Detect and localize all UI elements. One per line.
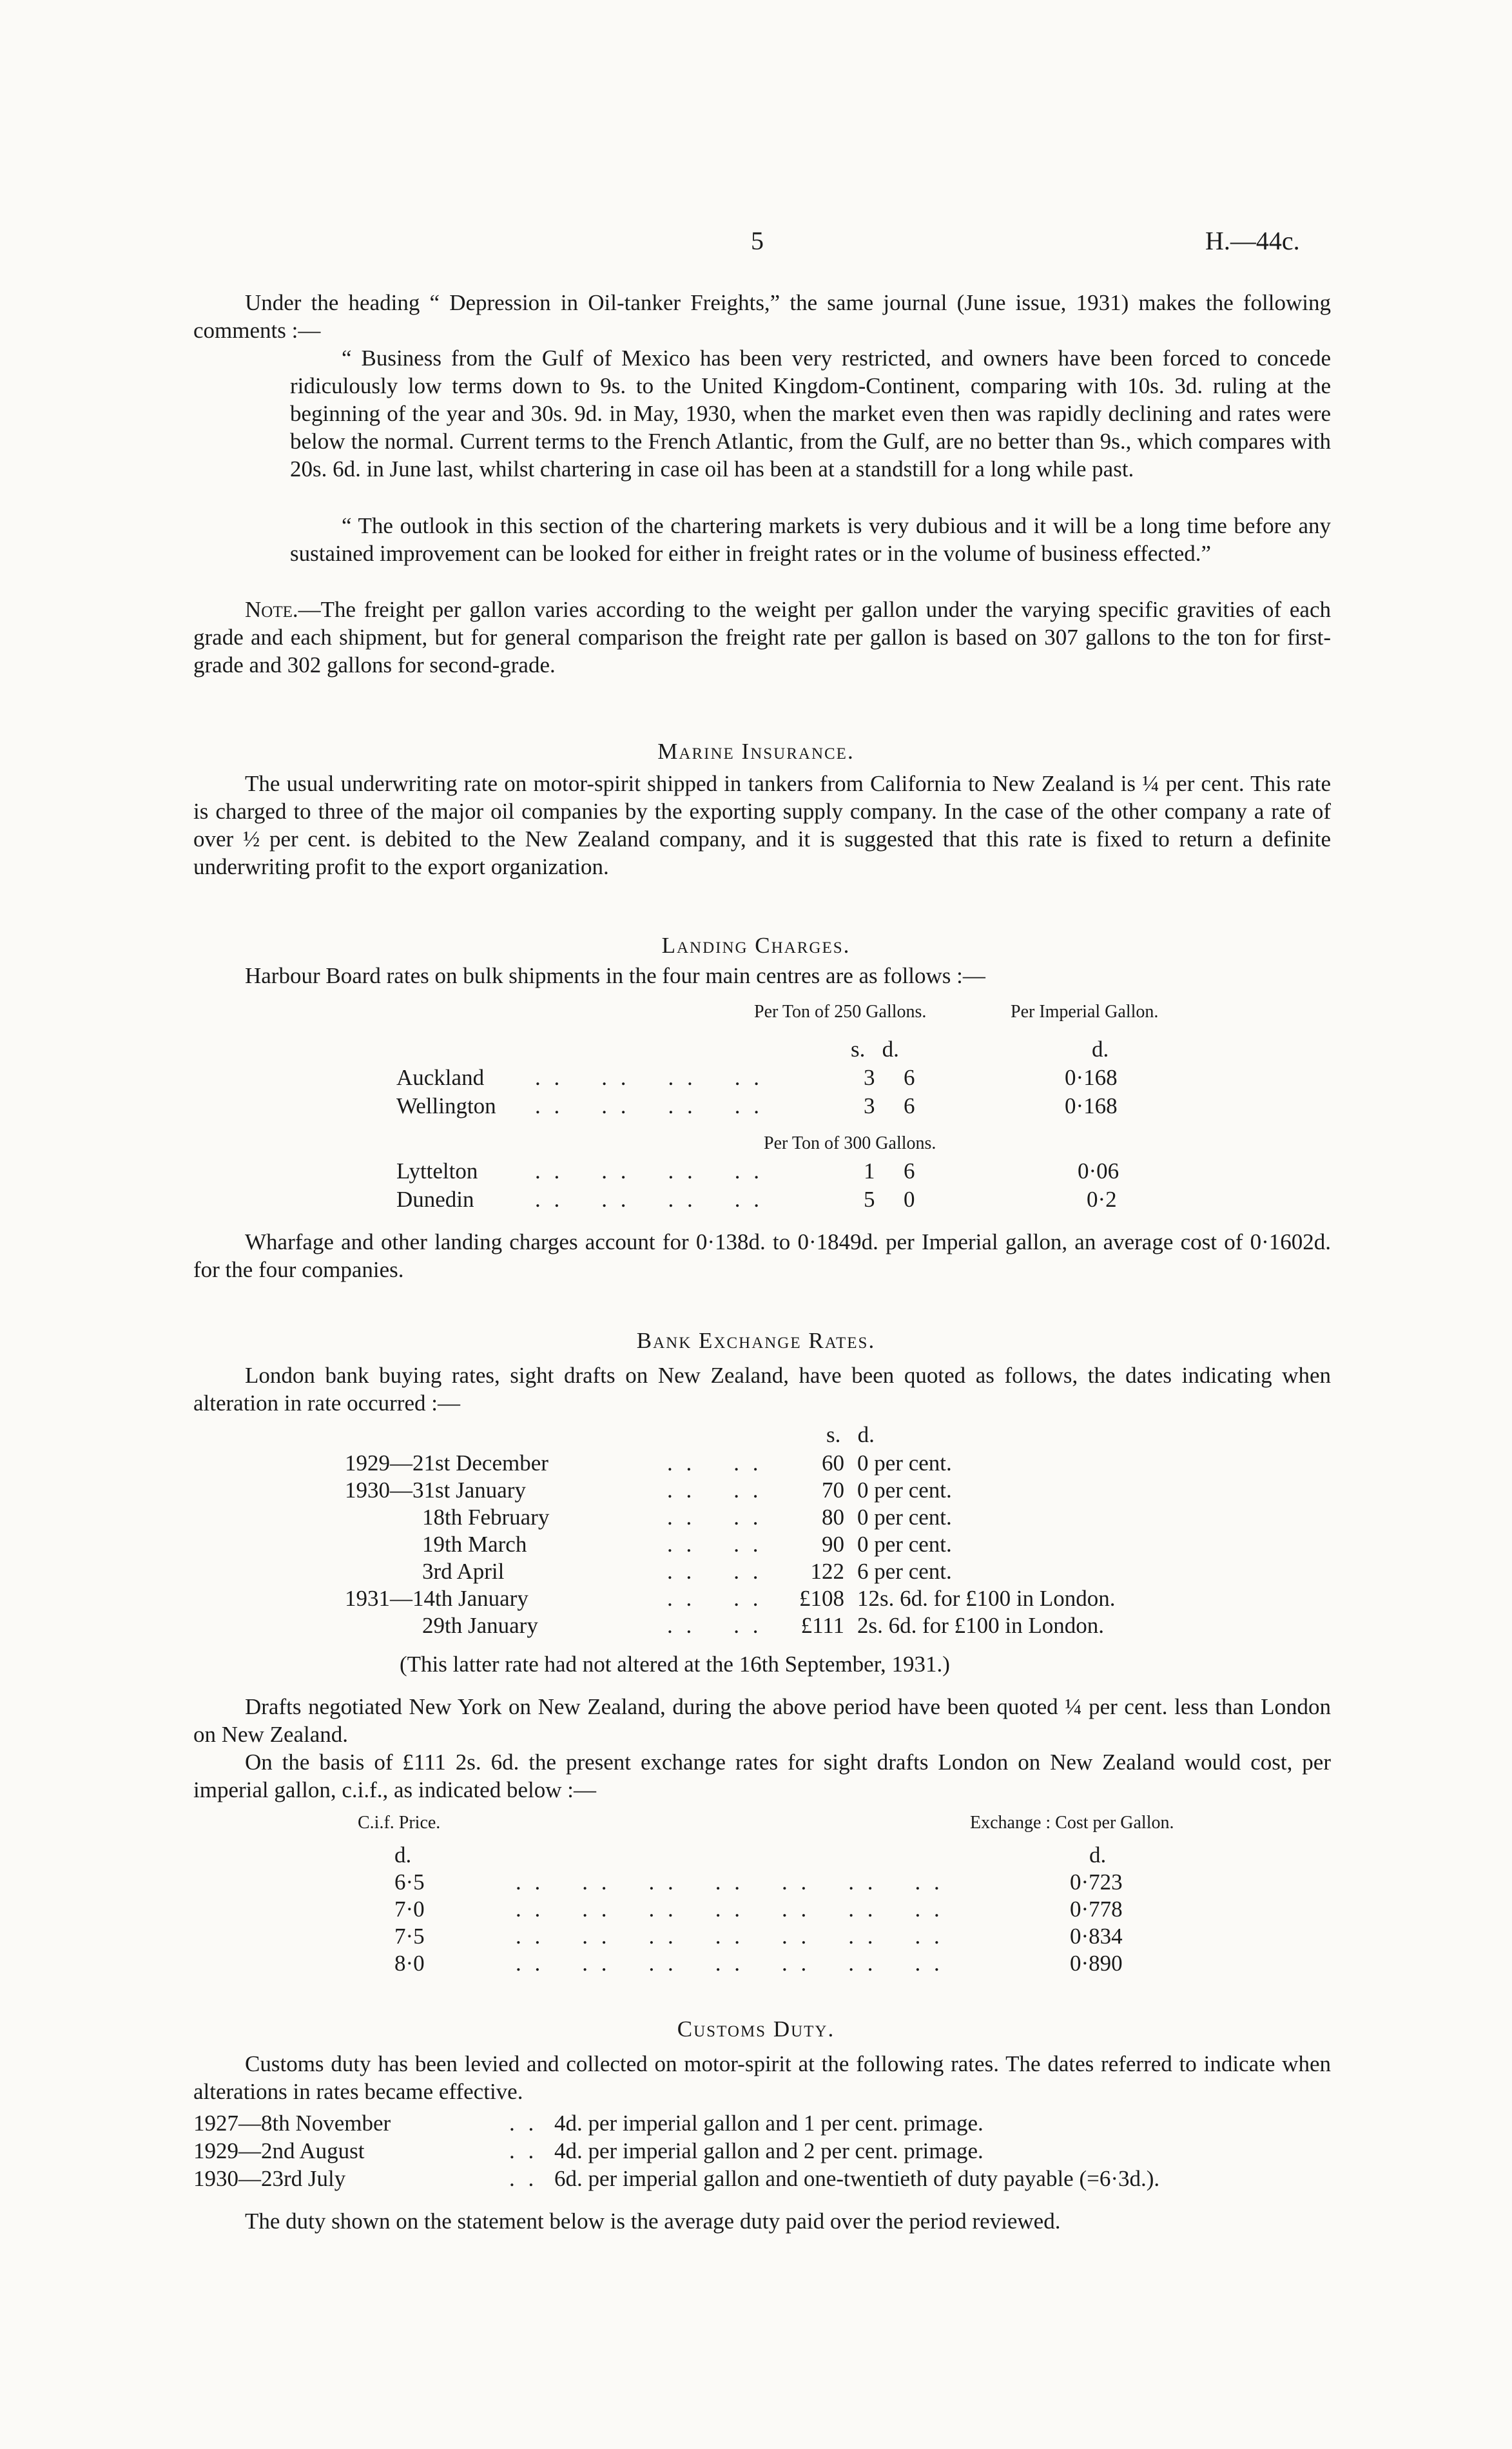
- bank-unit-sd: s. d.: [826, 1422, 875, 1447]
- cif-unit-d: d.: [394, 1842, 412, 1868]
- freights-intro: Under the heading “ Depression in Oil-tanker Freights,” the same journal (June issue, 1931) makes the following comments :—: [193, 290, 1331, 343]
- rate-date: 19th March: [422, 1532, 527, 1557]
- rate-pence: 6: [904, 1093, 915, 1118]
- rate-amount: 80: [822, 1505, 844, 1530]
- landing-unit-sd: s. d.: [851, 1037, 899, 1062]
- rate-date: 29th January: [422, 1613, 538, 1638]
- dot-leader: . . . .: [667, 1532, 762, 1557]
- rate-shillings: 3: [864, 1065, 875, 1090]
- note-label: Note.: [245, 597, 298, 622]
- rate-date: 1931—14th January: [345, 1586, 528, 1611]
- duty-date: 1927—8th November: [193, 2111, 391, 2136]
- port-name: Wellington: [396, 1093, 496, 1118]
- duty-rate: 4d. per imperial gallon and 1 per cent. primage.: [554, 2111, 984, 2136]
- rate-per-gallon: 0·06: [1078, 1158, 1119, 1184]
- rate-date: 1929—21st December: [345, 1450, 548, 1476]
- duty-date: 1930—23rd July: [193, 2166, 346, 2191]
- dot-leader: . . . . . . . .: [535, 1093, 763, 1118]
- rate-date: 3rd April: [422, 1559, 505, 1584]
- landing-col1-header: Per Ton of 250 Gallons.: [754, 1002, 927, 1022]
- bank-exchange-intro: London bank buying rates, sight drafts on New Zealand, have been quoted as follows, the dates indicating when alteration in rate occurred :—: [193, 1363, 1331, 1416]
- port-name: Auckland: [396, 1065, 485, 1090]
- exchange-cost-header: Exchange : Cost per Gallon.: [970, 1813, 1174, 1833]
- dot-leader: . . . .: [667, 1478, 762, 1503]
- rate-remainder: 0 per cent.: [857, 1478, 952, 1503]
- dot-leader: . . . . . . . .: [535, 1158, 763, 1184]
- freights-quote-1: “ Business from the Gulf of Mexico has been very restricted, and owners have been forced to concede ridiculously low terms down to 9s. to the United Kingdom-Continent, comparing with 10s. 3d. ruling at the beginning of the year and 30s. 9d. in May, 1930, when the market even then was rapidly declining and rates were below the normal. Current terms to the French Atlantic, from the Gulf, are no better than 9s., which compares with 20s. 6d. in June last, whilst chartering in case oil has been at a standstill for a long while past.: [290, 346, 1331, 482]
- document-reference: H.—44c.: [1205, 226, 1300, 255]
- dot-leader: . .: [509, 2166, 538, 2191]
- marine-insurance-body: The usual underwriting rate on motor-spirit shipped in tankers from California to New Zealand is ¼ per cent. This rate is charged to three of the major oil companies by the exporting supply company. In the case of the other company a rate of over ½ per cent. is debited to the New Zealand company, and it is suggested that this rate is fixed to return a definite underwriting profit to the export organization.: [193, 771, 1331, 879]
- exchange-cost: 0·723: [1070, 1869, 1123, 1895]
- freights-quote-2: “ The outlook in this section of the chartering markets is very dubious and it will be a long time before any sustained improvement can be looked for either in freight rates or in the volume of business effected.”: [290, 513, 1331, 566]
- rate-remainder: 12s. 6d. for £100 in London.: [857, 1586, 1116, 1611]
- landing-unit-d: d.: [1092, 1037, 1109, 1062]
- dot-leader: . . . . . . . . . . . . . .: [516, 1869, 944, 1895]
- port-name: Lyttelton: [396, 1158, 478, 1184]
- rate-shillings: 3: [864, 1093, 875, 1118]
- marine-insurance-heading: Marine Insurance.: [657, 739, 855, 764]
- rate-remainder: 2s. 6d. for £100 in London.: [857, 1613, 1105, 1638]
- dot-leader: . . . .: [667, 1613, 762, 1638]
- bank-exchange-heading: Bank Exchange Rates.: [636, 1328, 876, 1353]
- freights-note: [193, 596, 1331, 679]
- rate-pence: 6: [904, 1158, 915, 1184]
- rate-remainder: 0 per cent.: [857, 1505, 952, 1530]
- rate-per-gallon: 0·168: [1065, 1065, 1118, 1090]
- landing-col1-header-300: Per Ton of 300 Gallons.: [764, 1133, 936, 1153]
- page-number: 5: [751, 226, 764, 255]
- rate-shillings: 1: [864, 1158, 875, 1184]
- rate-per-gallon: 0·168: [1065, 1093, 1118, 1118]
- rate-date: 1930—31st January: [345, 1478, 526, 1503]
- duty-rate: 4d. per imperial gallon and 2 per cent. primage.: [554, 2138, 984, 2163]
- rate-pence: 6: [904, 1065, 915, 1090]
- dot-leader: . .: [509, 2111, 538, 2136]
- dot-leader: . . . .: [667, 1450, 762, 1476]
- cif-price: 6·5: [394, 1869, 425, 1895]
- dot-leader: . . . .: [667, 1586, 762, 1611]
- note-text: —The freight per gallon varies according to the weight per gallon under the varying specific gravities of each grade and each shipment, but for general comparison the freight rate per gallon is based on 307 gallons to the ton for first-grade and 302 gallons for second-grade.: [193, 597, 1331, 678]
- customs-duty-heading: Customs Duty.: [677, 2016, 835, 2042]
- duty-date: 1929—2nd August: [193, 2138, 365, 2163]
- cif-price: 7·0: [394, 1897, 425, 1922]
- dot-leader: . . . .: [667, 1505, 762, 1530]
- rate-amount: £111: [800, 1613, 844, 1638]
- rate-shillings: 5: [864, 1187, 875, 1212]
- dot-leader: . . . . . . . . . . . . . .: [516, 1951, 944, 1976]
- exchange-cost: 0·778: [1070, 1897, 1123, 1922]
- customs-duty-intro: Customs duty has been levied and collected on motor-spirit at the following rates. The dates referred to indicate when alterations in rates became effective.: [193, 2051, 1331, 2104]
- landing-charges-intro: Harbour Board rates on bulk shipments in the four main centres are as follows :—: [245, 963, 985, 988]
- rate-remainder: 0 per cent.: [857, 1532, 952, 1557]
- customs-duty-footer: The duty shown on the statement below is the average duty paid over the period reviewed.: [245, 2209, 1061, 2234]
- rate-pence: 0: [904, 1187, 915, 1212]
- rate-amount: £108: [799, 1586, 844, 1611]
- new-york-drafts: Drafts negotiated New York on New Zealand, during the above period have been quoted ¼ per cent. less than London on New Zealand.: [193, 1694, 1331, 1747]
- cif-price-header: C.i.f. Price.: [358, 1813, 441, 1833]
- landing-charges-summary: Wharfage and other landing charges account for 0·138d. to 0·1849d. per Imperial gallon, an average cost of 0·1602d. for the four companies.: [193, 1229, 1331, 1282]
- cost-unit-d: d.: [1089, 1842, 1107, 1868]
- rate-per-gallon: 0·2: [1087, 1187, 1117, 1212]
- exchange-basis: On the basis of £111 2s. 6d. the present exchange rates for sight drafts London on New Zealand would cost, per imperial gallon, c.i.f., as indicated below :—: [193, 1750, 1331, 1802]
- dot-leader: . . . . . . . .: [535, 1187, 763, 1212]
- exchange-cost: 0·834: [1070, 1924, 1123, 1949]
- dot-leader: . . . . . . . . . . . . . .: [516, 1924, 944, 1949]
- bank-rate-note: (This latter rate had not altered at the 16th September, 1931.): [400, 1652, 950, 1677]
- cif-price: 7·5: [394, 1924, 425, 1949]
- duty-rate: 6d. per imperial gallon and one-twentieth of duty payable (=6·3d.).: [554, 2166, 1160, 2191]
- rate-remainder: 0 per cent.: [857, 1450, 952, 1476]
- rate-amount: 70: [822, 1478, 844, 1503]
- dot-leader: . . . .: [667, 1559, 762, 1584]
- rate-amount: 90: [822, 1532, 844, 1557]
- rate-amount: 60: [822, 1450, 844, 1476]
- exchange-cost: 0·890: [1070, 1951, 1123, 1976]
- dot-leader: . . . . . . . .: [535, 1065, 763, 1090]
- dot-leader: . . . . . . . . . . . . . .: [516, 1897, 944, 1922]
- rate-date: 18th February: [422, 1505, 550, 1530]
- landing-charges-heading: Landing Charges.: [661, 933, 851, 958]
- cif-price: 8·0: [394, 1951, 425, 1976]
- rate-amount: 122: [810, 1559, 844, 1584]
- dot-leader: . .: [509, 2138, 538, 2163]
- rate-remainder: 6 per cent.: [857, 1559, 952, 1584]
- port-name: Dunedin: [396, 1187, 474, 1212]
- landing-col2-header: Per Imperial Gallon.: [1011, 1002, 1159, 1022]
